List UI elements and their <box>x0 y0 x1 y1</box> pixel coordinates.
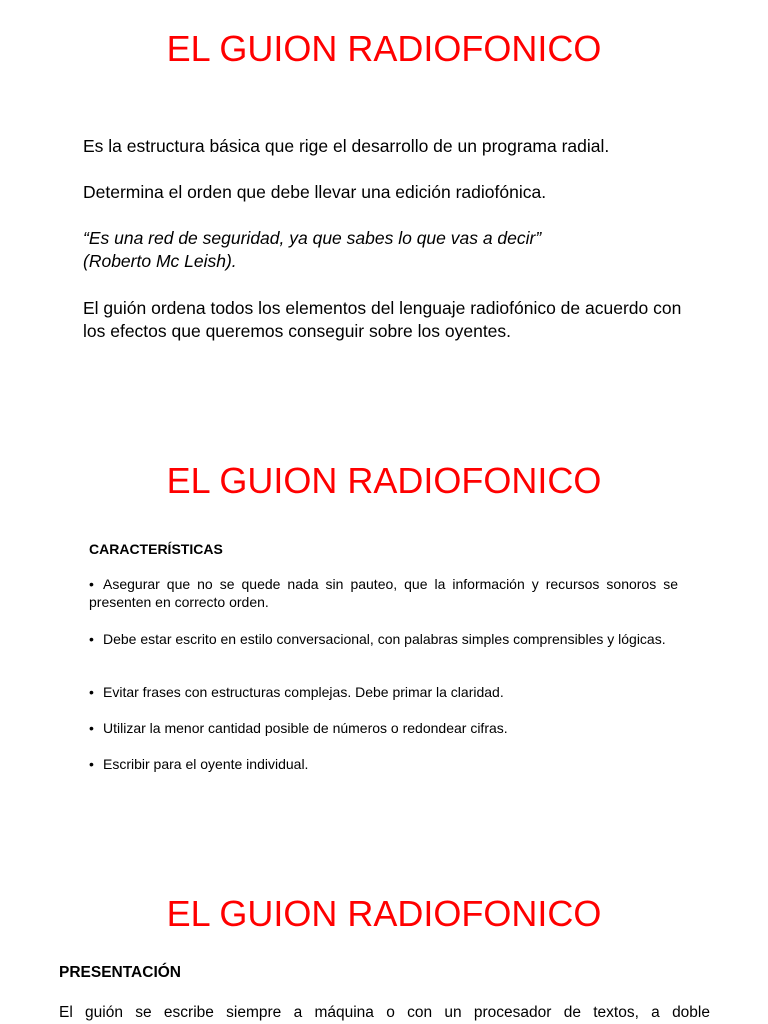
slide1-paragraph-2 <box>83 181 703 204</box>
slide2-bullet-4-text: Utilizar la menor cantidad posible de números o redondear cifras. <box>103 720 508 736</box>
slide2-bullet-2-text: Debe estar escrito en estilo conversacional, con palabras simples comprensibles y lógicas. <box>103 631 666 647</box>
slide2-heading: CARACTERÍSTICAS <box>89 541 223 557</box>
slide3-heading: PRESENTACIÓN <box>59 964 182 981</box>
slide2-bullet-2 <box>89 630 678 648</box>
slide1-paragraph-1 <box>83 135 703 158</box>
bullet-marker: • <box>89 720 94 736</box>
slide2-bullet-4 <box>89 719 678 737</box>
bullet-marker: • <box>89 756 94 772</box>
slide1-title: EL GUION RADIOFONICO <box>166 28 602 69</box>
slide2-bullet-3 <box>89 683 678 701</box>
slide2-bullet-1 <box>89 575 678 611</box>
bullet-marker: • <box>89 684 94 700</box>
slide1-quote-author: (Roberto Mc Leish). <box>83 251 237 271</box>
slide3-paragraph-1: El guión se escribe siempre a máquina o con un procesador de textos, a doble <box>59 1004 710 1021</box>
slide1-paragraph-1-text: Es la estructura básica que rige el desarrollo de un programa radial. <box>83 136 610 156</box>
slide1-paragraph-4-text: El guión ordena todos los elementos del lenguaje radiofónico de acuerdo con los efectos que queremos conseguir sobre los oyentes. <box>83 298 682 341</box>
slide2-bullet-5 <box>89 755 678 773</box>
slide2-bullet-5-text: Escribir para el oyente individual. <box>103 756 309 772</box>
slide1-paragraph-4 <box>83 297 703 343</box>
slide3-title: EL GUION RADIOFONICO <box>166 893 602 934</box>
slide2-title: EL GUION RADIOFONICO <box>166 460 602 501</box>
slide2-bullet-1-text: Asegurar que no se quede nada sin pauteo, que la información y recursos sonoros se presenten en correcto orden. <box>89 576 678 610</box>
slide1-quote <box>83 227 703 273</box>
slide1-paragraph-2-text: Determina el orden que debe llevar una edición radiofónica. <box>83 182 547 202</box>
bullet-marker: • <box>89 576 94 592</box>
bullet-marker: • <box>89 631 94 647</box>
slide2-bullet-3-text: Evitar frases con estructuras complejas. Debe primar la claridad. <box>103 684 504 700</box>
slide1-quote-text: “Es una red de seguridad, ya que sabes lo que vas a decir” <box>83 228 542 248</box>
